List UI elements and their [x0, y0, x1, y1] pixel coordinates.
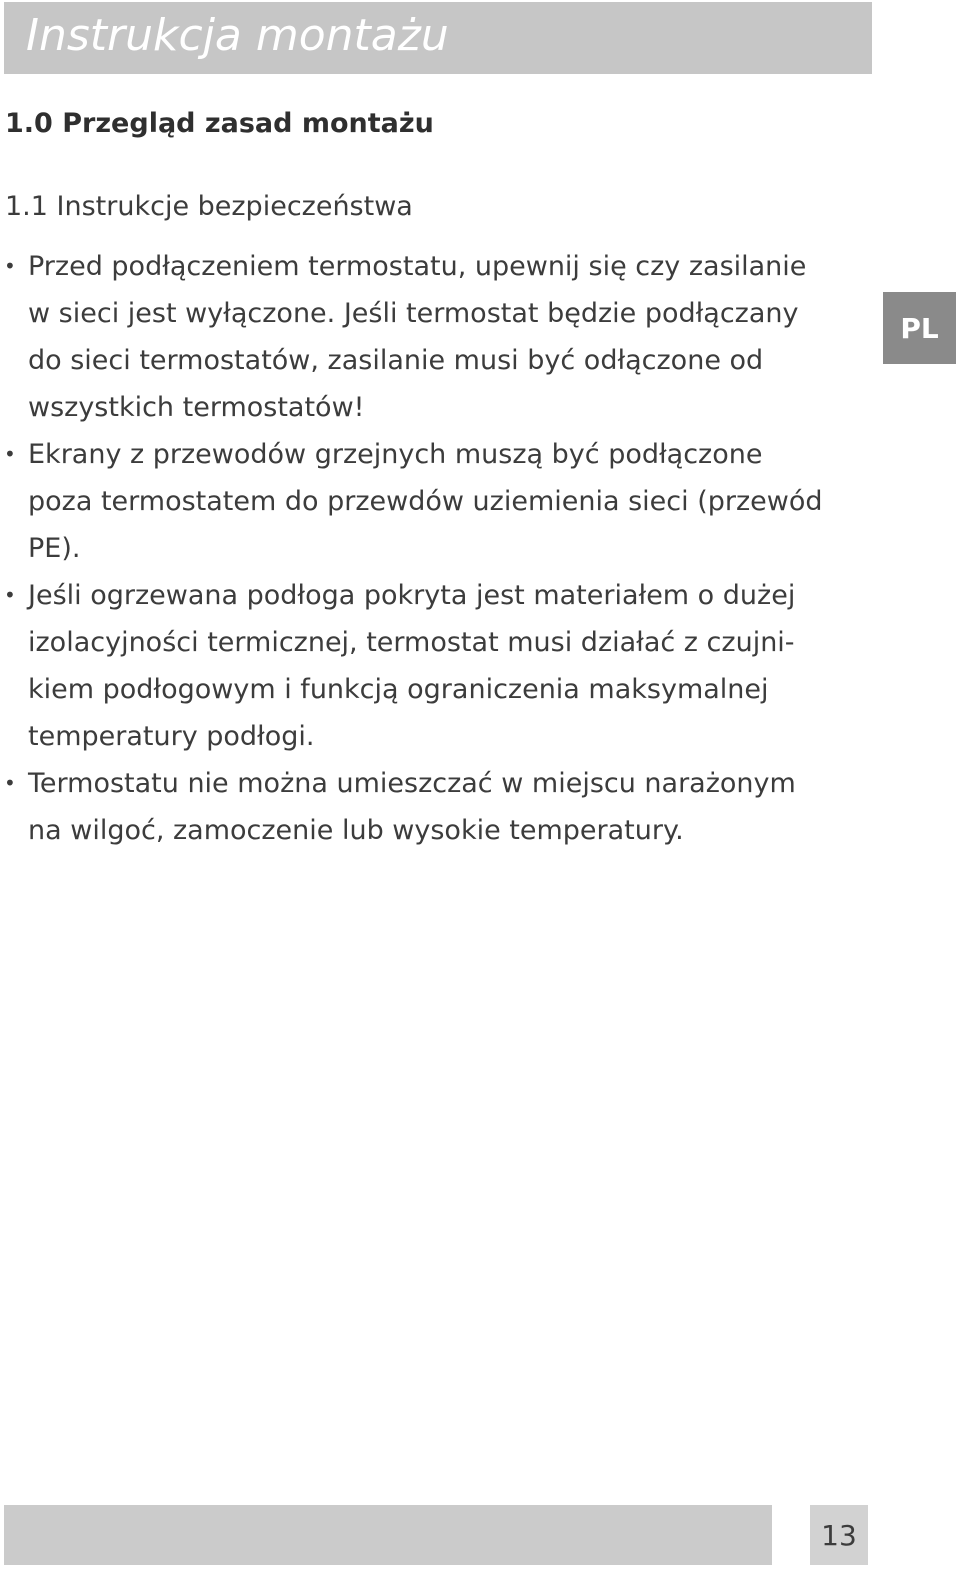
language-tab	[883, 292, 956, 364]
bullet-icon: •	[4, 254, 16, 278]
list-item-line: wszystkich termostatów!	[28, 392, 365, 423]
list-item	[0, 431, 880, 572]
bullet-icon: •	[4, 771, 16, 795]
list-item-line: kiem podłogowym i funkcją ograniczenia maksymalnej	[28, 674, 769, 705]
page-title: Instrukcja montażu	[26, 10, 449, 61]
title-bar	[4, 2, 872, 74]
list-item	[0, 243, 880, 431]
list-item-line: PE).	[28, 533, 81, 564]
list-item-line: do sieci termostatów, zasilanie musi być odłączone od	[28, 345, 764, 376]
list-item-line: Przed podłączeniem termostatu, upewnij się czy zasilanie	[28, 251, 807, 282]
safety-instructions-list	[0, 243, 880, 854]
page-number-box	[810, 1505, 868, 1565]
list-item-line: izolacyjności termicznej, termostat musi działać z czujni-	[28, 627, 795, 658]
subsection-heading: 1.1 Instrukcje bezpieczeństwa	[5, 191, 413, 222]
list-item-line: w sieci jest wyłączone. Jeśli termostat będzie podłączany	[28, 298, 799, 329]
list-item	[0, 760, 880, 854]
list-item-line: na wilgoć, zamoczenie lub wysokie temperatury.	[28, 815, 684, 846]
list-item-line: poza termostatem do przewdów uziemienia sieci (przewód	[28, 486, 823, 517]
footer-bar	[4, 1505, 772, 1565]
page-number: 13	[821, 1518, 857, 1552]
list-item-line: Ekrany z przewodów grzejnych muszą być podłączone	[28, 439, 763, 470]
list-item-line: Termostatu nie można umieszczać w miejscu narażonym	[28, 768, 796, 799]
list-item-line: temperatury podłogi.	[28, 721, 315, 752]
bullet-icon: •	[4, 583, 16, 607]
list-item-line: Jeśli ogrzewana podłoga pokryta jest materiałem o dużej	[28, 580, 796, 611]
bullet-icon: •	[4, 442, 16, 466]
list-item	[0, 572, 880, 760]
section-heading: 1.0 Przegląd zasad montażu	[5, 108, 434, 139]
language-tab-label: PL	[900, 311, 939, 345]
